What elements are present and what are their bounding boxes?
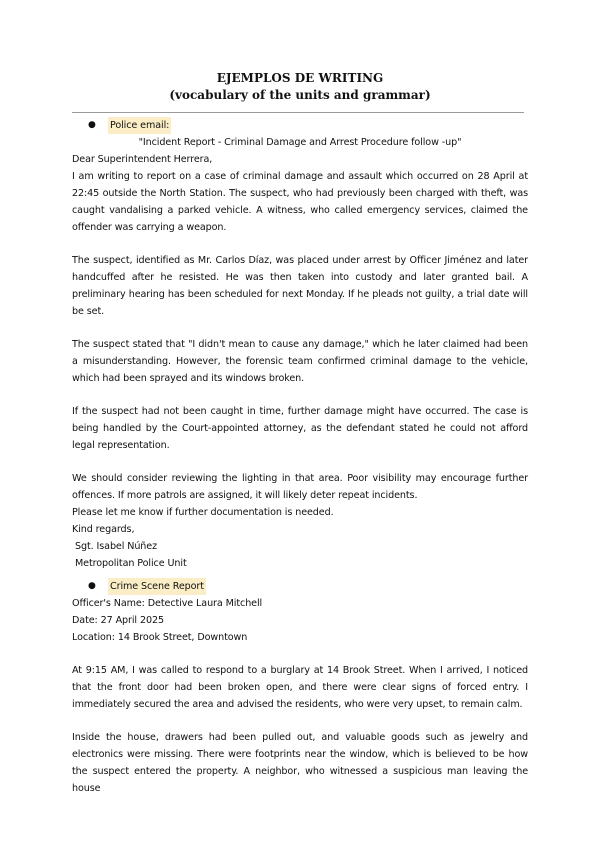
title-block bbox=[0, 70, 600, 104]
email-paragraph: The suspect stated that "I didn't mean to cause any damage," which he later claimed had been a misunderstanding. However, the forensic team confirmed criminal damage to the vehicle, which had been sprayed and its windows broken. bbox=[72, 339, 528, 384]
email-paragraph: I am writing to report on a case of criminal damage and assault which occurred on 28 April at 22:45 outside the North Station. The suspect, who had previously been charged with theft, was caught vandalising a parked vehicle. A witness, who called emergency services, claimed the offender was carrying a weapon. bbox=[72, 171, 528, 233]
report-date: Date: 27 April 2025 bbox=[72, 615, 164, 626]
page-subtitle: (vocabulary of the units and grammar) bbox=[169, 88, 431, 102]
title-divider bbox=[72, 112, 524, 113]
report-location: Location: 14 Brook Street, Downtown bbox=[72, 632, 248, 643]
email-closing-line: Please let me know if further documentation is needed. bbox=[72, 507, 334, 518]
email-closing-line: We should consider reviewing the lighting in that area. Poor visibility may encourage further offences. If more patrols are assigned, it will likely deter repeat incidents. bbox=[72, 473, 528, 501]
bullet-icon: ● bbox=[88, 581, 96, 591]
email-greeting: Dear Superintendent Herrera, bbox=[72, 154, 213, 165]
email-paragraph: If the suspect had not been caught in time, further damage might have occurred. The case is being handled by the Court-appointed attorney, as the defendant stated he could not afford legal representation. bbox=[72, 406, 528, 451]
document-body bbox=[72, 117, 528, 797]
email-subject: "Incident Report - Criminal Damage and Arrest Procedure follow -up" bbox=[138, 137, 462, 148]
police-email-heading bbox=[88, 117, 528, 134]
crime-scene-heading bbox=[88, 578, 528, 595]
crime-scene-label: Crime Scene Report bbox=[108, 578, 206, 595]
bullet-icon: ● bbox=[88, 120, 96, 130]
report-paragraph: At 9:15 AM, I was called to respond to a burglary at 14 Brook Street. When I arrived, I noticed that the front door had been broken open, and there were clear signs of forced entry. I immediately secured the area and advised the residents, who were very upset, to remain calm. bbox=[72, 665, 528, 710]
email-closing-line: Kind regards, bbox=[72, 524, 135, 535]
signature-unit: Metropolitan Police Unit bbox=[75, 558, 187, 569]
email-paragraph: The suspect, identified as Mr. Carlos Díaz, was placed under arrest by Officer Jiménez and later handcuffed after he resisted. He was then taken into custody and later granted bail. A preliminary hearing has been scheduled for next Monday. If he pleads not guilty, a trial date will be set. bbox=[72, 255, 528, 317]
report-paragraph: Inside the house, drawers had been pulled out, and valuable goods such as jewelry and electronics were missing. There were footprints near the window, which is believed to be how the suspect entered the property. A neighbor, who witnessed a suspicious man leaving the house bbox=[72, 732, 528, 794]
officer-name: Officer's Name: Detective Laura Mitchell bbox=[72, 598, 263, 609]
page-title: EJEMPLOS DE WRITING bbox=[216, 71, 384, 85]
signature-name: Sgt. Isabel Núñez bbox=[75, 541, 158, 552]
police-email-label: Police email: bbox=[108, 117, 171, 134]
